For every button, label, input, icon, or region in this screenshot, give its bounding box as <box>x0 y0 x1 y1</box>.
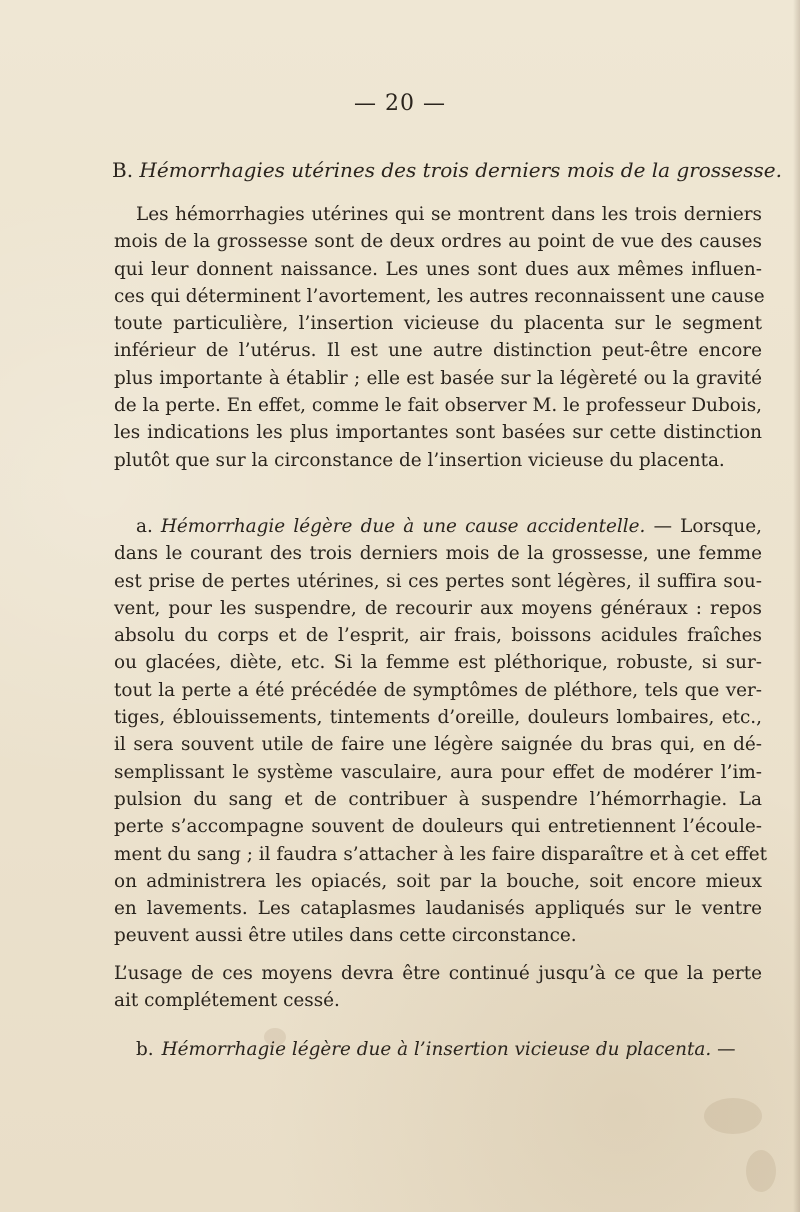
text-line: Les hémorrhagies utérines qui se montrent dans les trois derniers <box>136 204 762 225</box>
text-line: perte s’accompagne souvent de douleurs qui entretiennent l’écoule- <box>114 816 762 838</box>
text-line: en lavements. Les cataplasmes laudanisés appliqués sur le ventre <box>114 898 762 920</box>
text-line: ces qui déterminent l’avortement, les autres reconnaissent une cause <box>114 285 765 307</box>
paragraph-usage <box>114 960 762 1015</box>
text-line: L’usage de ces moyens devra être continué jusqu’à ce que la perte <box>114 963 762 984</box>
text-line: semplissant le système vasculaire, aura pour effet de modérer l’im- <box>114 761 762 783</box>
text-line: qui leur donnent naissance. Les unes sont dues aux mêmes influen- <box>114 258 762 280</box>
page-number: — 20 — <box>354 91 446 116</box>
subsection-heading-line <box>114 1036 762 1063</box>
text-line: mois de la grossesse sont de deux ordres au point de vue des causes <box>114 231 762 253</box>
paper-stain <box>704 1098 762 1134</box>
section-title <box>112 158 782 182</box>
text-line: tout la perte a été précédée de symptômes de pléthore, tels que ver- <box>114 679 762 701</box>
lead-text: — <box>717 1039 736 1060</box>
subsection-heading: Hémorrhagie légère due à une cause accidentelle. <box>160 516 646 537</box>
text-line: ait complétement cessé. <box>114 990 340 1012</box>
text-line: peuvent aussi être utiles dans cette circonstance. <box>114 925 577 947</box>
text-line: il sera souvent utile de faire une légère saignée du bras qui, en dé- <box>114 734 762 756</box>
paragraph-b <box>114 1036 762 1063</box>
text-line: ou glacées, diète, etc. Si la femme est pléthorique, robuste, si sur- <box>114 652 762 674</box>
subsection-heading-line <box>114 513 762 540</box>
subsection-label: b. <box>136 1039 154 1060</box>
section-label: B. <box>112 158 134 182</box>
text-line: plus importante à établir ; elle est basée sur la légèreté ou la gravité <box>114 367 762 389</box>
section-heading: Hémorrhagies utérines des trois derniers mois de la grossesse. <box>139 158 782 182</box>
paragraph-a <box>114 513 768 950</box>
text-line: est prise de pertes utérines, si ces pertes sont légères, il suffira sou- <box>114 570 762 592</box>
text-line: inférieur de l’utérus. Il est une autre distinction peut-être encore <box>114 340 762 362</box>
text-line: ment du sang ; il faudra s’attacher à les faire disparaître et à cet effet <box>114 843 768 865</box>
text-line: pulsion du sang et de contribuer à suspendre l’hémorrhagie. La <box>114 788 762 810</box>
text-line: plutôt que sur la circonstance de l’insertion vicieuse du placenta. <box>114 449 725 471</box>
paper-stain <box>746 1150 776 1192</box>
text-line: les indications les plus importantes sont basées sur cette distinction <box>114 422 762 444</box>
text-line: de la perte. En effet, comme le fait observer M. le professeur Dubois, <box>114 395 762 417</box>
text-line: dans le courant des trois derniers mois de la grossesse, une femme <box>114 543 762 565</box>
text-line: tiges, éblouissements, tintements d’oreille, douleurs lombaires, etc., <box>114 707 762 729</box>
text-line: on administrera les opiacés, soit par la bouche, soit encore mieux <box>114 870 762 892</box>
paragraph-intro <box>114 201 765 474</box>
text-line: vent, pour les suspendre, de recourir aux moyens généraux : repos <box>114 597 762 619</box>
text-line: absolu du corps et de l’esprit, air frais, boissons acidules fraîches <box>114 625 762 647</box>
text-line: toute particulière, l’insertion vicieuse du placenta sur le segment <box>114 313 762 335</box>
subsection-heading: Hémorrhagie légère due à l’insertion vicieuse du placenta. <box>161 1039 712 1060</box>
subsection-label: a. <box>136 516 153 537</box>
lead-text: — Lorsque, <box>653 516 762 537</box>
